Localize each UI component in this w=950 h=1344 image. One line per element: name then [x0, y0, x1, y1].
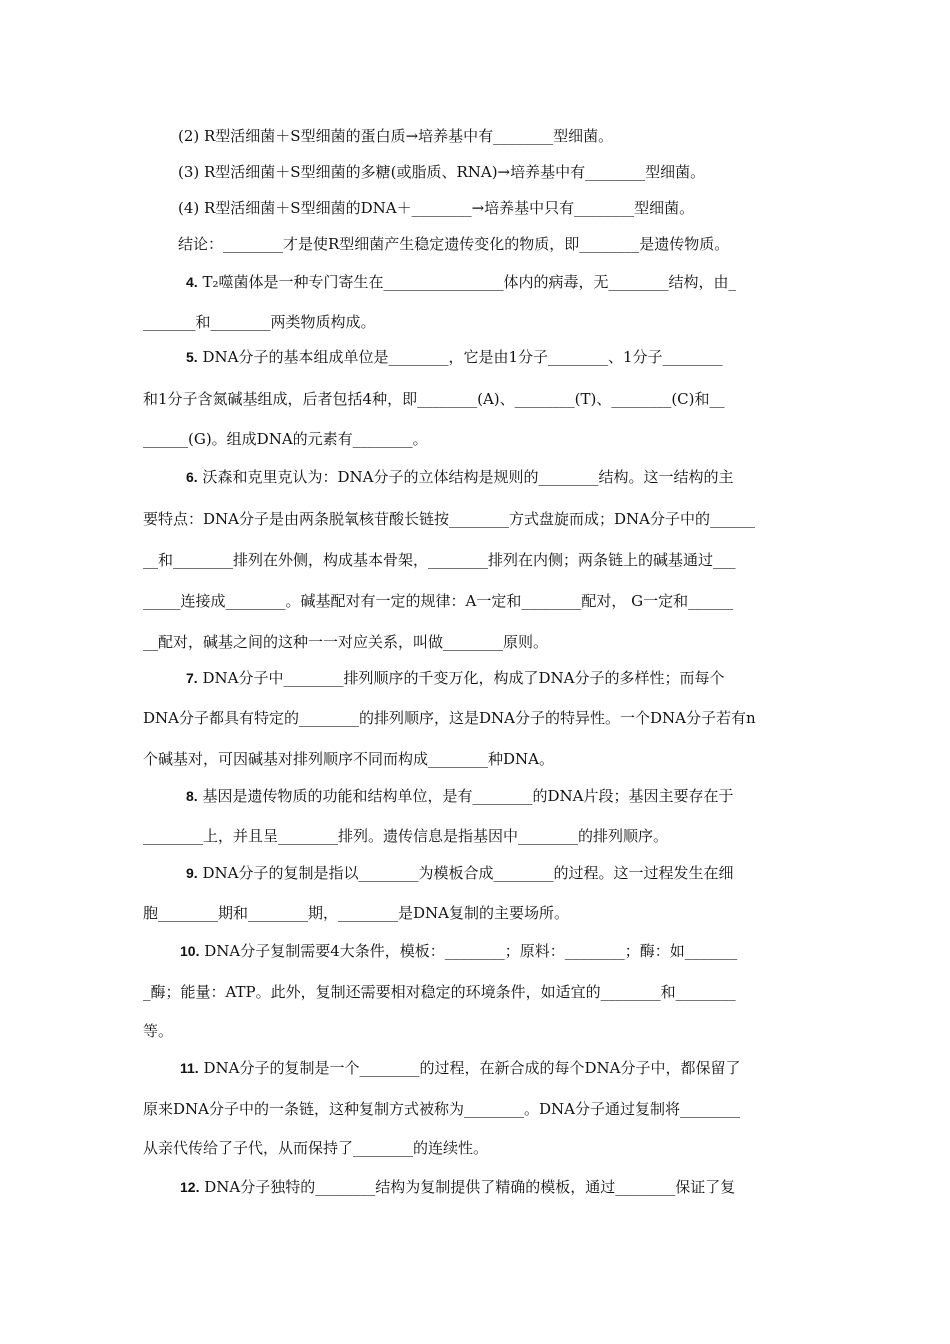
question-number: 11. — [180, 1060, 199, 1076]
question-text: 基因是遗传物质的功能和结构单位，是有________的DNA片段；基因主要存在于 — [202, 787, 734, 805]
text-line: ______(G)。组成DNA的元素有________。 — [143, 430, 428, 448]
question-9 — [186, 863, 856, 883]
text-line: 等。 — [143, 1022, 174, 1040]
question-number: 8. — [186, 788, 198, 804]
question-text: 沃森和克里克认为：DNA分子的立体结构是规则的________结构。这一结构的主 — [202, 468, 734, 486]
question-11 — [180, 1058, 850, 1078]
question-10 — [180, 941, 850, 961]
text-line: _酶；能量：ATP。此外，复制还需要相对稳定的环境条件，如适宜的________和________ — [143, 983, 736, 1001]
question-number: 9. — [186, 865, 198, 881]
text-line: 原来DNA分子中的一条链，这种复制方式被称为________。DNA分子通过复制将________ — [143, 1100, 740, 1118]
question-4 — [186, 272, 856, 292]
question-text: DNA分子独特的________结构为复制提供了精确的模板，通过________保证了复 — [204, 1178, 736, 1196]
text-line: (4) R型活细菌＋S型细菌的DNA＋________→培养基中只有________型细菌。 — [178, 199, 695, 217]
text-line: _____连接成________。碱基配对有一定的规律：A一定和________配对， G一定和______ — [143, 592, 734, 610]
question-text: DNA分子的基本组成单位是________，它是由1分子________、1分子________ — [202, 348, 723, 366]
question-number: 12. — [180, 1179, 200, 1195]
question-6 — [186, 467, 856, 487]
text-line: (2) R型活细菌＋S型细菌的蛋白质→培养基中有________型细菌。 — [178, 127, 614, 145]
text-line: 从亲代传给了子代，从而保持了________的连续性。 — [143, 1139, 489, 1157]
question-number: 10. — [180, 943, 200, 959]
question-text: DNA分子的复制是指以________为模板合成________的过程。这一过程发生在细 — [202, 864, 734, 882]
text-line: __配对，碱基之间的这种一一对应关系，叫做________原则。 — [143, 633, 549, 651]
question-text: DNA分子复制需要4大条件，模板：________；原料：________；酶：如_______ — [204, 942, 738, 960]
question-number: 5. — [186, 349, 198, 365]
text-line: _______和________两类物质构成。 — [143, 313, 376, 331]
question-text: T₂噬菌体是一种专门寄生在________________体内的病毒，无________结构，由_ — [202, 273, 736, 291]
question-number: 7. — [186, 670, 198, 686]
text-line: 胞________期和________期，________是DNA复制的主要场所。 — [143, 904, 569, 922]
text-line: __和________排列在外侧，构成基本骨架，________排列在内侧；两条链上的碱基通过___ — [143, 551, 736, 569]
text-line: 和1分子含氮碱基组成，后者包括4种，即________(A)、________(T)、________(C)和__ — [143, 390, 725, 408]
text-line: (3) R型活细菌＋S型细菌的多糖(或脂质、RNA)→培养基中有________型细菌。 — [178, 163, 706, 181]
text-line: 结论：________才是使R型细菌产生稳定遗传变化的物质，即________是遗传物质。 — [178, 235, 730, 253]
question-text: DNA分子中________排列顺序的千变万化，构成了DNA分子的多样性；而每个 — [202, 669, 725, 687]
question-number: 4. — [186, 274, 198, 290]
question-12 — [180, 1177, 850, 1197]
question-number: 6. — [186, 469, 198, 485]
text-line: ________上，并且呈________排列。遗传信息是指基因中________的排列顺序。 — [143, 827, 669, 845]
text-line: 个碱基对，可因碱基对排列顺序不同而构成________种DNA。 — [143, 750, 554, 768]
question-text: DNA分子的复制是一个________的过程，在新合成的每个DNA分子中，都保留了 — [203, 1059, 741, 1077]
question-5 — [186, 347, 856, 367]
question-8 — [186, 786, 856, 806]
text-line: DNA分子都具有特定的________的排列顺序，这是DNA分子的特异性。一个DNA分子若有n — [143, 709, 756, 727]
question-7 — [186, 668, 856, 688]
text-line: 要特点：DNA分子是由两条脱氧核苷酸长链按________方式盘旋而成；DNA分子中的______ — [143, 510, 755, 528]
